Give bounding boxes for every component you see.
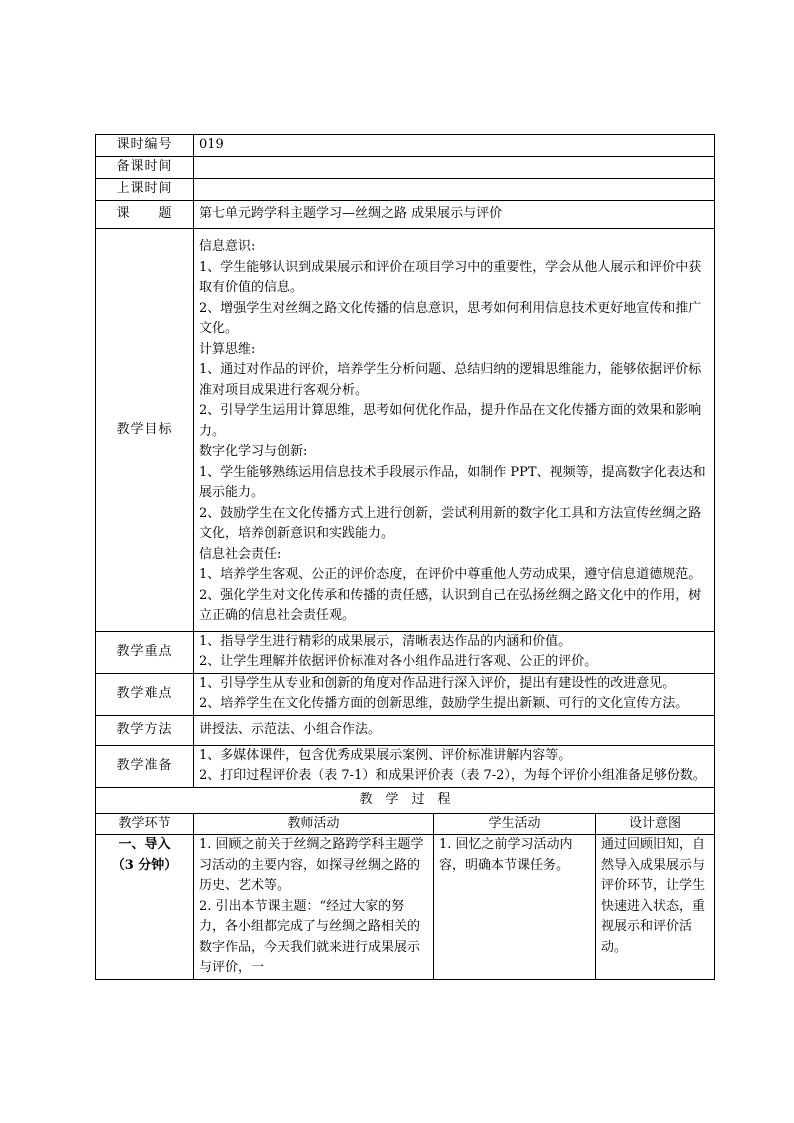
student-activity-line: 1. 回忆之前学习活动内容，明确本节课任务。	[439, 837, 573, 873]
process-header-stage: 教学环节	[96, 813, 194, 835]
topic-value: 第七单元跨学科主题学习—丝绸之路 成果展示与评价	[194, 201, 715, 229]
process-design-intent	[596, 835, 715, 980]
key-points-content	[194, 631, 715, 673]
lesson-plan-table	[95, 134, 715, 980]
goals-content	[194, 229, 715, 632]
goals-line: 1、学生能够熟练运用信息技术手段展示作品，如制作 PPT、视频等，提高数字化表达和展示能力。	[199, 464, 706, 500]
stage-duration: （3 分钟）	[111, 857, 178, 873]
prep-time-value	[194, 157, 715, 179]
process-header-student: 学生活动	[434, 813, 596, 835]
prep-time-label: 备课时间	[96, 157, 194, 179]
goals-line: 2、引导学生运用计算思维，思考如何优化作品，提升作品在文化传播方面的效果和影响力。	[199, 403, 702, 439]
process-header-teacher: 教师活动	[194, 813, 434, 835]
goals-line: 信息意识:	[199, 239, 256, 254]
goals-line: 1、学生能够认识到成果展示和评价在项目学习中的重要性，学会从他人展示和评价中获取有价值的信息。	[199, 259, 702, 295]
process-student-activity	[434, 835, 596, 980]
goals-line: 信息社会责任:	[199, 546, 282, 562]
difficulty-line: 2、培养学生在文化传播方面的创新思维，鼓励学生提出新颖、可行的文化宣传方法。	[199, 696, 689, 711]
lesson-plan	[95, 134, 714, 980]
preparation-line: 1、多媒体课件，包含优秀成果展示案例、评价标准讲解内容等。	[199, 747, 572, 763]
goals-line: 2、强化学生对文化传承和传播的责任感，认识到自己在弘扬丝绸之路文化中的作用，树立正确的信息社会责任观。	[199, 587, 702, 623]
topic-label: 课 题	[96, 201, 194, 229]
difficulty-line: 1、引导学生从专业和创新的角度对作品进行深入评价，提出有建设性的改进意见。	[199, 675, 676, 691]
stage-name: 一、导入	[118, 837, 171, 852]
teacher-activity-line: 2. 引出本节课主题：“经过大家的努力，各小组都完成了与丝绸之路相关的数字作品，今天我们就来进行成果展示与评价，一	[199, 898, 421, 975]
class-time-label: 上课时间	[96, 179, 194, 201]
goals-line: 数字化学习与创新:	[199, 444, 308, 459]
class-time-value	[194, 179, 715, 201]
difficulties-content	[194, 673, 715, 715]
key-point-line: 1、指导学生进行精彩的成果展示，清晰表达作品的内涵和价值。	[199, 633, 572, 649]
goals-label: 教学目标	[96, 229, 194, 632]
lesson-number-value: 019	[194, 135, 715, 157]
key-point-line: 2、让学生理解并依据评价标准对各小组作品进行客观、公正的评价。	[199, 654, 598, 669]
process-header-intent: 设计意图	[596, 813, 715, 835]
methods-label: 教学方法	[96, 715, 194, 745]
process-title: 教 学 过 程	[96, 787, 715, 813]
preparation-label: 教学准备	[96, 745, 194, 787]
teacher-activity-line: 1. 回顾之前关于丝绸之路跨学科主题学习活动的主要内容，如探寻丝绸之路的历史、艺术等。	[199, 837, 424, 893]
key-points-label: 教学重点	[96, 631, 194, 673]
methods-content: 讲授法、示范法、小组合作法。	[194, 715, 715, 745]
design-intent-line: 通过回顾旧知，自然导入成果展示与评价环节，让学生快速进入状态，重视展示和评价活动。	[601, 837, 706, 955]
goals-line: 2、鼓励学生在文化传播方式上进行创新，尝试利用新的数字化工具和方法宣传丝绸之路文化，培养创新意识和实践能力。	[199, 505, 702, 541]
process-stage	[96, 835, 194, 980]
preparation-content	[194, 745, 715, 787]
lesson-number-label: 课时编号	[96, 135, 194, 157]
goals-line: 2、增强学生对丝绸之路文化传播的信息意识，思考如何利用信息技术更好地宣传和推广文化。	[199, 300, 702, 336]
process-teacher-activity	[194, 835, 434, 980]
goals-line: 1、通过对作品的评价，培养学生分析问题、总结归纳的逻辑思维能力，能够依据评价标准对项目成果进行客观分析。	[199, 362, 702, 398]
goals-line: 1、培养学生客观、公正的评价态度，在评价中尊重他人劳动成果，遵守信息道德规范。	[199, 567, 702, 582]
difficulties-label: 教学难点	[96, 673, 194, 715]
preparation-line: 2、打印过程评价表（表 7-1）和成果评价表（表 7-2），为每个评价小组准备足够份数。	[199, 768, 706, 783]
goals-line: 计算思维:	[199, 341, 256, 357]
